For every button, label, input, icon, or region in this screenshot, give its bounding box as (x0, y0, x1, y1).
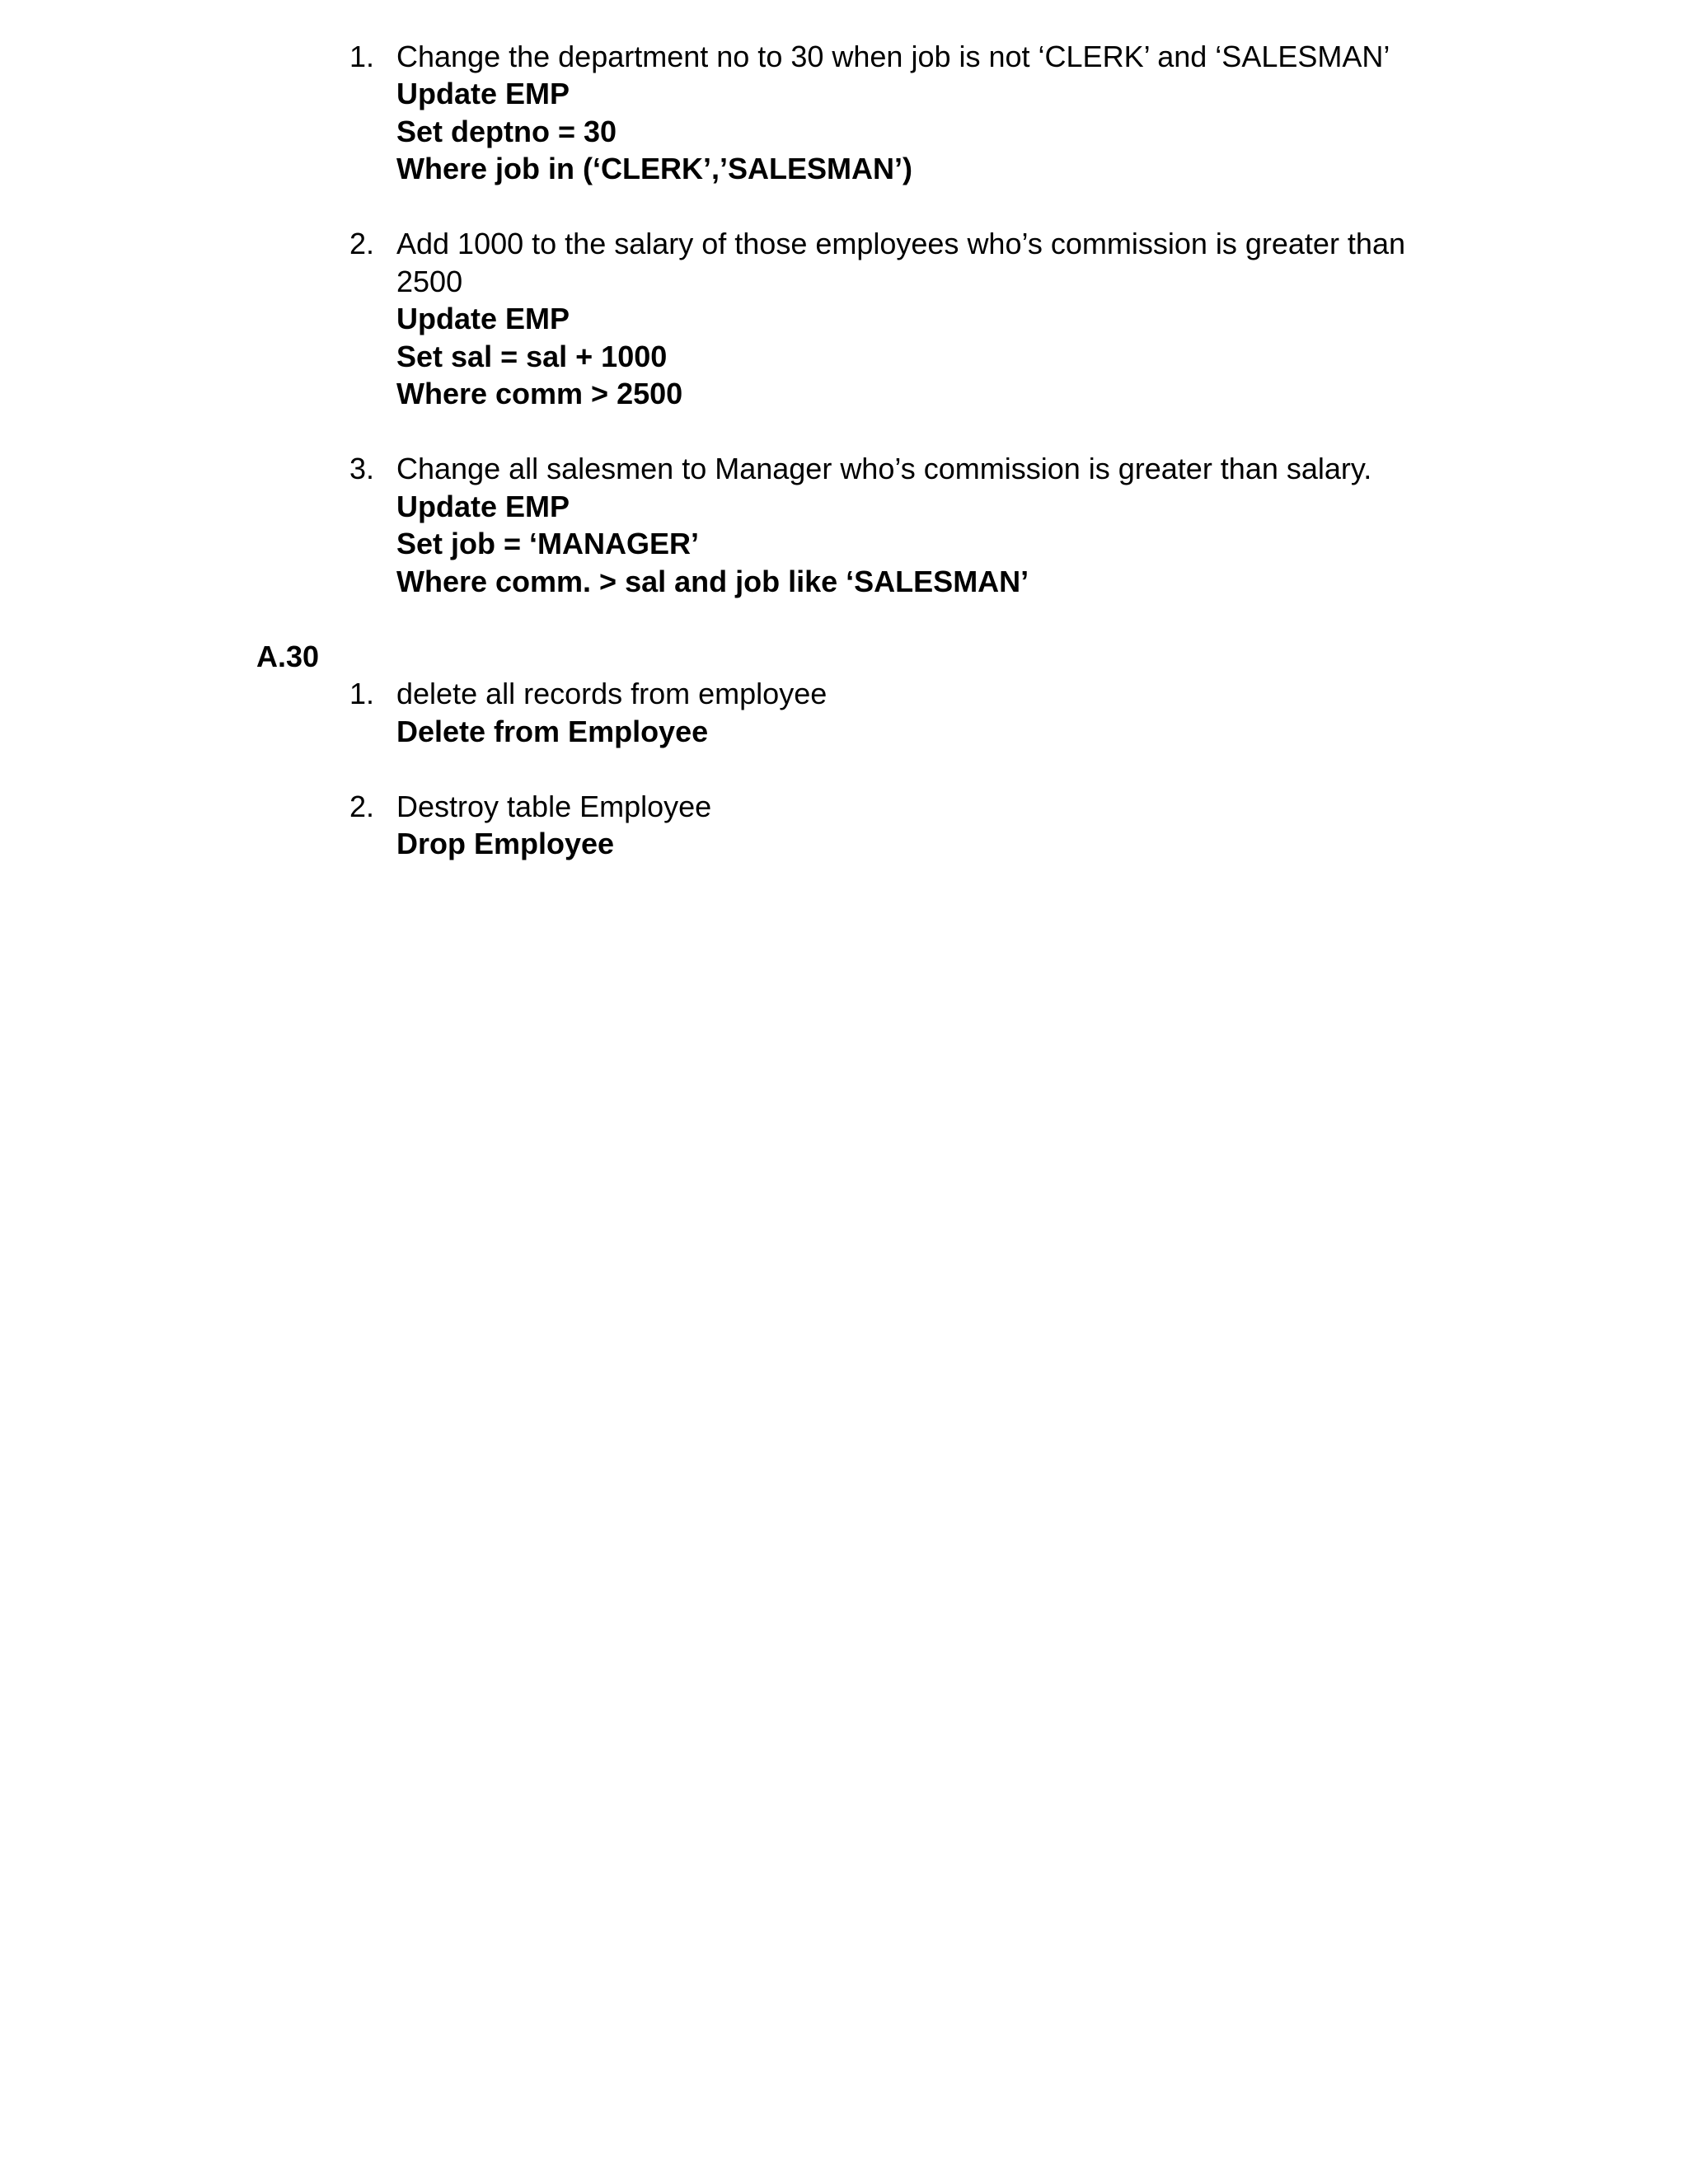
item-number: 1. (349, 677, 375, 710)
item-number: 2. (349, 790, 375, 823)
answer-line: Where comm > 2500 (396, 377, 683, 410)
answer-line: Delete from Employee (396, 715, 709, 748)
answer-line: Update EMP (396, 77, 570, 110)
answer-line: Update EMP (396, 302, 570, 335)
question-text: Change the department no to 30 when job is not ‘CLERK’ and ‘SALESMAN’ (396, 40, 1390, 73)
question-text: delete all records from employee (396, 677, 828, 710)
item-number: 1. (349, 40, 375, 73)
question-text: Destroy table Employee (396, 790, 712, 823)
answer-line: Update EMP (396, 490, 570, 523)
question-text: Add 1000 to the salary of those employees who’s commission is greater than (396, 227, 1405, 260)
answer-line: Where job in (‘CLERK’,’SALESMAN’) (396, 152, 912, 185)
question-text: Change all salesmen to Manager who’s commission is greater than salary. (396, 452, 1372, 485)
answer-line: Set sal = sal + 1000 (396, 340, 668, 373)
answer-line: Set deptno = 30 (396, 115, 617, 148)
question-text: 2500 (396, 265, 463, 298)
item-number: 2. (349, 227, 375, 260)
answer-line: Drop Employee (396, 827, 615, 860)
answer-line: Set job = ‘MANAGER’ (396, 527, 700, 560)
item-number: 3. (349, 452, 375, 485)
section-heading: A.30 (256, 640, 320, 673)
answer-line: Where comm. > sal and job like ‘SALESMAN’ (396, 565, 1029, 598)
